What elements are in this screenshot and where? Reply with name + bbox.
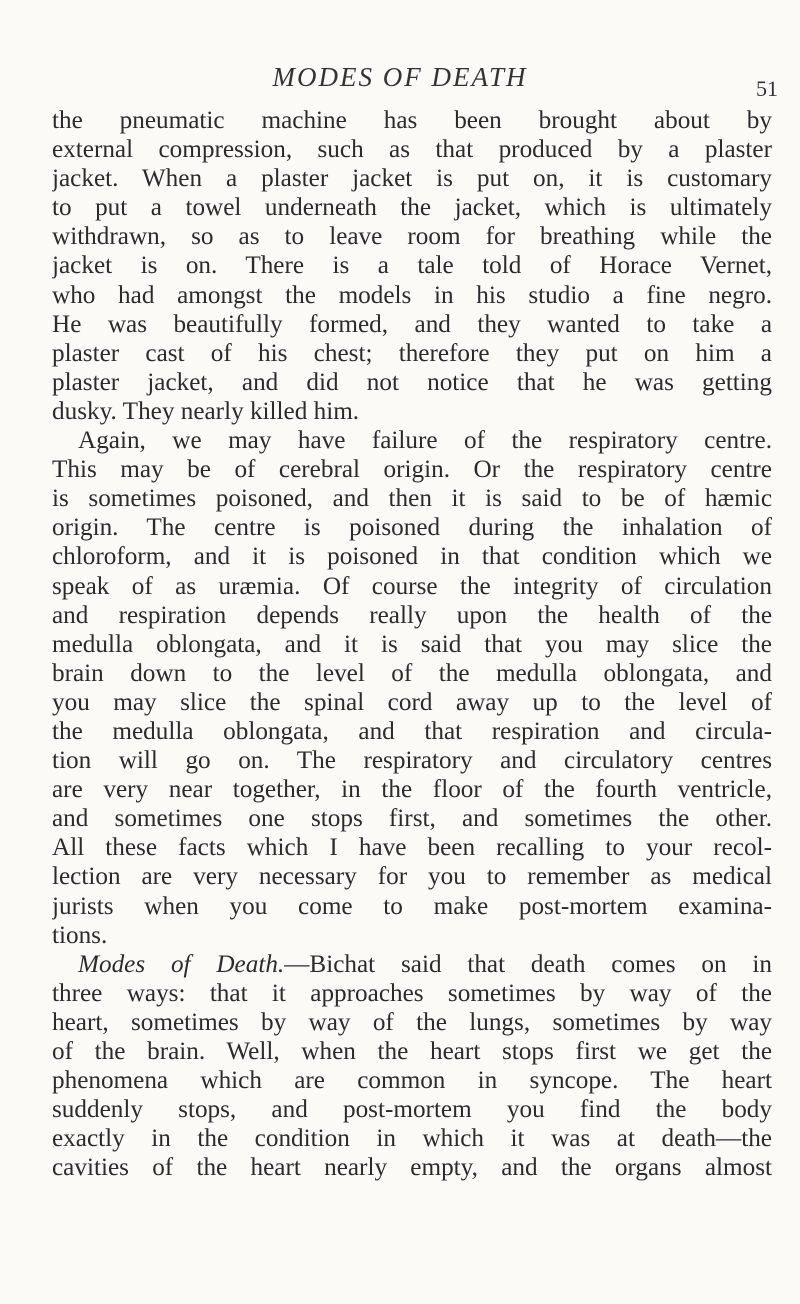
- text-line: heart, sometimes by way of the lungs, sometimes by way: [52, 1008, 772, 1036]
- text-line: plaster cast of his chest; therefore they put on him a: [52, 339, 772, 367]
- text-line: to put a towel underneath the jacket, which is ultimately: [52, 194, 772, 222]
- text-line: Again, we may have failure of the respiratory centre.: [78, 427, 772, 455]
- text-line: origin. The centre is poisoned during the inhalation of: [52, 514, 772, 542]
- text-line: This may be of cerebral origin. Or the respiratory centre: [52, 456, 772, 484]
- text-line: the medulla oblongata, and that respiration and circula-: [52, 717, 772, 745]
- text-line: three ways: that it approaches sometimes by way of the: [52, 979, 772, 1007]
- text-line: is sometimes poisoned, and then it is said to be of hæmic: [52, 485, 772, 513]
- text-line: the pneumatic machine has been brought about by: [52, 107, 772, 134]
- section-first-line-text: —Bichat said that death comes on in: [284, 950, 772, 978]
- text-line: withdrawn, so as to leave room for breathing while the: [52, 223, 772, 251]
- text-line: phenomena which are common in syncope. The heart: [52, 1067, 772, 1095]
- section-first-line: [52, 950, 772, 979]
- text-line: are very near together, in the floor of the fourth ventricle,: [52, 776, 772, 804]
- text-line: dusky. They nearly killed him.: [52, 397, 360, 425]
- text-line: and respiration depends really upon the health of the: [52, 601, 772, 629]
- text-line: speak of as uræmia. Of course the integrity of circulation: [52, 572, 772, 600]
- text-line: brain down to the level of the medulla oblongata, and: [52, 659, 772, 687]
- text-line: jacket. When a plaster jacket is put on, it is customary: [52, 165, 772, 193]
- text-line: jurists when you come to make post-mortem examina-: [52, 892, 772, 920]
- text-line: you may slice the spinal cord away up to the level of: [52, 688, 772, 716]
- text-line: jacket is on. There is a tale told of Horace Vernet,: [52, 252, 772, 280]
- text-line: tions.: [52, 921, 108, 949]
- text-line: who had amongst the models in his studio a fine negro.: [52, 281, 772, 309]
- text-line: exactly in the condition in which it was at death—the: [52, 1125, 772, 1153]
- section-heading: Modes of Death.: [78, 950, 285, 978]
- text-line: plaster jacket, and did not notice that he was getting: [52, 368, 772, 396]
- text-line: All these facts which I have been recalling to your recol-: [52, 834, 772, 862]
- text-line: chloroform, and it is poisoned in that condition which we: [52, 543, 772, 571]
- running-title: MODES OF DEATH: [272, 62, 528, 92]
- text-line: tion will go on. The respiratory and circulatory centres: [52, 747, 772, 775]
- body-text: [52, 106, 772, 1182]
- text-line: suddenly stops, and post-mortem you find the body: [52, 1096, 772, 1124]
- text-line: lection are very necessary for you to remember as medical: [52, 863, 772, 891]
- text-line: external compression, such as that produced by a plaster: [52, 136, 772, 164]
- text-line: and sometimes one stops first, and sometimes the other.: [52, 805, 772, 833]
- text-line: cavities of the heart nearly empty, and the organs almost: [52, 1154, 772, 1182]
- text-line: medulla oblongata, and it is said that you may slice the: [52, 630, 772, 658]
- text-line: of the brain. Well, when the heart stops first we get the: [52, 1038, 772, 1065]
- page-number: 51: [756, 76, 778, 101]
- text-line: He was beautifully formed, and they wanted to take a: [52, 310, 772, 338]
